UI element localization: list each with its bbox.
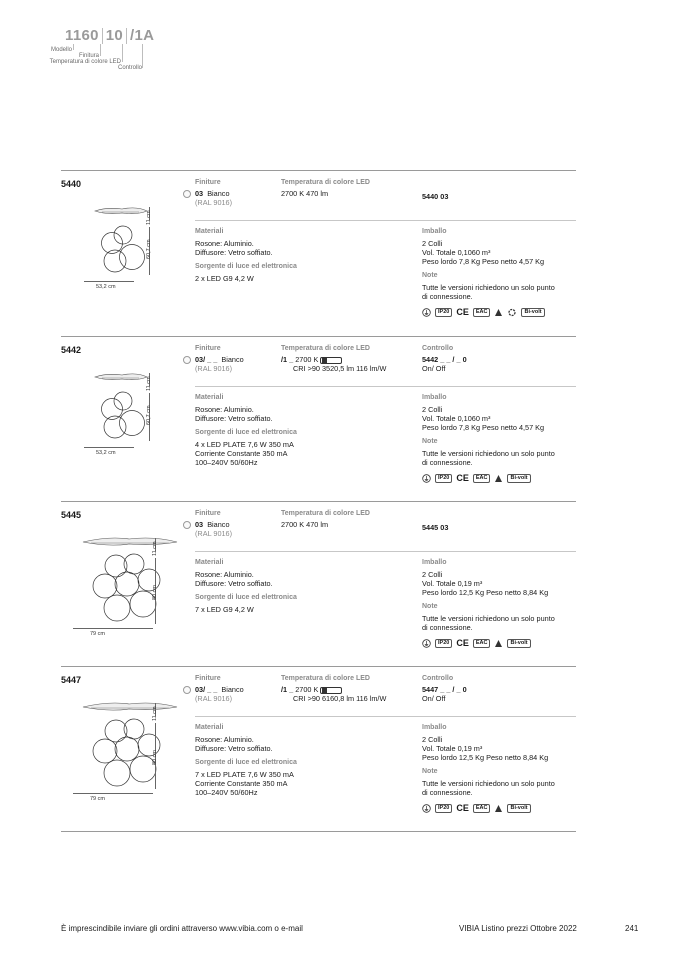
- certification-badges: [422, 639, 531, 648]
- class-ii-icon: [422, 804, 431, 813]
- finish-code: 03: [195, 189, 204, 198]
- imballo-line-1: 2 Colli: [422, 570, 443, 579]
- note-line-2: di connessione.: [422, 292, 473, 301]
- legend-line-4: [142, 44, 143, 68]
- dim-width: 79 cm: [90, 796, 105, 802]
- ip20-badge: IP20: [435, 639, 452, 648]
- section-divider: [195, 220, 576, 221]
- materiali-line-2: Diffusore: Vetro soffiato.: [195, 579, 273, 588]
- dim-width: 53,2 cm: [96, 284, 116, 290]
- note-line-1: Tutte le versioni richiedono un solo punto: [422, 449, 555, 458]
- lamp-illustration: [87, 371, 187, 471]
- dim-height: 11 cm: [152, 541, 158, 556]
- dim-body: 60,7 cm: [146, 405, 152, 425]
- product-block-5442: [61, 336, 576, 499]
- finiture-label: Finiture: [195, 179, 221, 186]
- certification-badges: [422, 308, 545, 317]
- dim-height: 11 cm: [152, 706, 158, 721]
- controllo-label: Controllo: [422, 675, 454, 682]
- temp-label: Temperatura di colore LED: [281, 179, 370, 186]
- imballo-line-1: 2 Colli: [422, 735, 443, 744]
- note-label: Note: [422, 438, 438, 445]
- materiali-line-1: Rosone: Aluminio.: [195, 239, 254, 248]
- finish-ral: (RAL 9016): [195, 364, 233, 373]
- controllo-label: Controllo: [422, 345, 454, 352]
- note-line-2: di connessione.: [422, 788, 473, 797]
- control-value: On/ Off: [422, 694, 446, 703]
- product-code: 5447: [61, 675, 82, 685]
- sorgente-line-2: Corriente Constante 350 mA: [195, 779, 288, 788]
- materiali-label: Materiali: [195, 559, 224, 566]
- legend-label-temperatura: Temperatura di colore LED: [49, 59, 121, 65]
- temp-prefix: /1 _: [281, 685, 294, 694]
- footer-page-number: 241: [625, 924, 639, 933]
- dim-width-line: [84, 281, 134, 282]
- note-label: Note: [422, 768, 438, 775]
- temp-value: 2700 K 470 lm: [281, 520, 329, 529]
- materiali-line-2: Diffusore: Vetro soffiato.: [195, 248, 273, 257]
- finish-radio[interactable]: [183, 190, 191, 198]
- legend-line-1: [73, 44, 74, 50]
- ip20-badge: IP20: [435, 308, 452, 317]
- eac-badge: EAC: [473, 474, 491, 483]
- bottom-rule: [61, 831, 576, 832]
- finish-code: 03/ _ _: [195, 685, 218, 694]
- legend-label-controllo: Controllo: [117, 65, 142, 71]
- product-block-5445: [61, 501, 576, 664]
- materiali-line-2: Diffusore: Vetro soffiato.: [195, 744, 273, 753]
- temp-label: Temperatura di colore LED: [281, 675, 370, 682]
- note-line-2: di connessione.: [422, 458, 473, 467]
- legend-line-3: [122, 44, 123, 62]
- eac-badge: EAC: [473, 308, 491, 317]
- eac-badge: EAC: [473, 804, 491, 813]
- finish-name: Bianco: [221, 685, 244, 694]
- footer-order-note: È imprescindibile inviare gli ordini attraverso www.vibia.com o e-mail: [61, 924, 303, 933]
- temp-label: Temperatura di colore LED: [281, 510, 370, 517]
- model-code-legend: [62, 28, 157, 44]
- temp-value: 2700 K: [295, 685, 319, 694]
- sorgente-label: Sorgente di luce ed elettronica: [195, 594, 297, 601]
- finiture-label: Finiture: [195, 675, 221, 682]
- temp-value: 2700 K: [295, 355, 319, 364]
- dim-width-line: [84, 447, 134, 448]
- note-label: Note: [422, 272, 438, 279]
- class-ii-icon: [422, 308, 431, 317]
- imballo-line-2: Vol. Totale 0,1060 m³: [422, 248, 491, 257]
- dimmable-icon: [494, 639, 503, 648]
- imballo-line-2: Vol. Totale 0,19 m³: [422, 579, 483, 588]
- note-line-1: Tutte le versioni richiedono un solo punto: [422, 779, 555, 788]
- imballo-line-2: Vol. Totale 0,19 m³: [422, 744, 483, 753]
- finish-radio[interactable]: [183, 356, 191, 364]
- certification-badges: [422, 804, 531, 813]
- dimmable-icon: [494, 804, 503, 813]
- order-code: 5445 03: [422, 523, 449, 532]
- temp-label: Temperatura di colore LED: [281, 345, 370, 352]
- imballo-line-1: 2 Colli: [422, 239, 443, 248]
- dim-width-line: [73, 628, 153, 629]
- section-divider: [195, 551, 576, 552]
- finiture-label: Finiture: [195, 510, 221, 517]
- temp-details: CRI >90 6160,8 lm 116 lm/W: [293, 694, 387, 703]
- temp-prefix: /1 _: [281, 355, 294, 364]
- finish-ral: (RAL 9016): [195, 198, 233, 207]
- order-code: 5447 _ _ / _ 0: [422, 685, 467, 694]
- imballo-line-1: 2 Colli: [422, 405, 443, 414]
- imballo-line-3: Peso lordo 12,5 Kg Peso netto 8,84 Kg: [422, 588, 549, 597]
- imballo-label: Imballo: [422, 724, 447, 731]
- legend-code-finish: 10: [103, 28, 127, 44]
- finish-radio[interactable]: [183, 686, 191, 694]
- sorgente-line-1: 7 x LED G9 4,2 W: [195, 605, 254, 614]
- class-ii-icon: [422, 474, 431, 483]
- imballo-label: Imballo: [422, 394, 447, 401]
- sorgente-line-1: 7 x LED PLATE 7,6 W 350 mA: [195, 770, 294, 779]
- dim-body: 80 cm: [152, 585, 158, 600]
- sorgente-line-1: 4 x LED PLATE 7,6 W 350 mA: [195, 440, 294, 449]
- bivolt-badge: Bi-volt: [507, 804, 530, 813]
- materiali-line-1: Rosone: Aluminio.: [195, 405, 254, 414]
- certification-badges: [422, 474, 531, 483]
- finish-name: Bianco: [221, 355, 244, 364]
- footer-catalog-title: VIBIA Listino prezzi Ottobre 2022: [459, 924, 577, 933]
- legend-code-model: 1160: [62, 28, 103, 44]
- lamp-illustration: [69, 534, 199, 654]
- product-code: 5445: [61, 510, 82, 520]
- bivolt-badge: Bi-volt: [507, 474, 530, 483]
- finiture-label: Finiture: [195, 345, 221, 352]
- materiali-label: Materiali: [195, 228, 224, 235]
- dim-height: 11 cm: [146, 210, 152, 225]
- note-line-1: Tutte le versioni richiedono un solo punto: [422, 283, 555, 292]
- battery-icon: [320, 687, 342, 694]
- product-block-5440: [61, 170, 576, 333]
- materiali-line-1: Rosone: Aluminio.: [195, 735, 254, 744]
- dim-width: 79 cm: [90, 631, 105, 637]
- sorgente-line-1: 2 x LED G9 4,2 W: [195, 274, 254, 283]
- sorgente-label: Sorgente di luce ed elettronica: [195, 429, 297, 436]
- ip20-badge: IP20: [435, 804, 452, 813]
- section-divider: [195, 386, 576, 387]
- finish-radio[interactable]: [183, 521, 191, 529]
- dim-height: 11 cm: [146, 376, 152, 391]
- sorgente-label: Sorgente di luce ed elettronica: [195, 759, 297, 766]
- imballo-label: Imballo: [422, 228, 447, 235]
- finish-code: 03: [195, 520, 204, 529]
- note-line-1: Tutte le versioni richiedono un solo punto: [422, 614, 555, 623]
- control-value: On/ Off: [422, 364, 446, 373]
- sorgente-line-3: 100–240V 50/60Hz: [195, 458, 258, 467]
- legend-line-2: [100, 44, 101, 56]
- legend-label-modello: Modello: [50, 47, 72, 53]
- imballo-line-2: Vol. Totale 0,1060 m³: [422, 414, 491, 423]
- materiali-label: Materiali: [195, 394, 224, 401]
- ce-mark: CE: [456, 307, 469, 317]
- recycle-icon: [507, 308, 517, 317]
- class-ii-icon: [422, 639, 431, 648]
- dimmable-icon: [494, 308, 503, 317]
- dim-body: 60,7 cm: [146, 239, 152, 259]
- eac-badge: EAC: [473, 639, 491, 648]
- product-block-5447: [61, 666, 576, 829]
- dim-width-line: [73, 793, 153, 794]
- finish-ral: (RAL 9016): [195, 529, 233, 538]
- ce-mark: CE: [456, 638, 469, 648]
- temp-value: 2700 K 470 lm: [281, 189, 329, 198]
- materiali-line-2: Diffusore: Vetro soffiato.: [195, 414, 273, 423]
- lamp-illustration: [69, 699, 199, 819]
- dimmable-icon: [494, 474, 503, 483]
- imballo-line-3: Peso lordo 12,5 Kg Peso netto 8,84 Kg: [422, 753, 549, 762]
- finish-code: 03/ _ _: [195, 355, 218, 364]
- finish-name: Bianco: [207, 520, 230, 529]
- ce-mark: CE: [456, 473, 469, 483]
- section-divider: [195, 716, 576, 717]
- temp-details: CRI >90 3520,5 lm 116 lm/W: [293, 364, 387, 373]
- dim-body: 80 cm: [152, 750, 158, 765]
- battery-icon: [320, 357, 342, 364]
- lamp-illustration: [87, 205, 187, 305]
- bivolt-badge: Bi-volt: [507, 639, 530, 648]
- order-code: 5440 03: [422, 192, 449, 201]
- ce-mark: CE: [456, 803, 469, 813]
- product-code: 5440: [61, 179, 82, 189]
- note-label: Note: [422, 603, 438, 610]
- note-line-2: di connessione.: [422, 623, 473, 632]
- legend-code-temp: /1A: [130, 27, 155, 44]
- imballo-line-3: Peso lordo 7,8 Kg Peso netto 4,57 Kg: [422, 423, 545, 432]
- ip20-badge: IP20: [435, 474, 452, 483]
- product-code: 5442: [61, 345, 82, 355]
- order-code: 5442 _ _ / _ 0: [422, 355, 467, 364]
- materiali-label: Materiali: [195, 724, 224, 731]
- dim-width: 53,2 cm: [96, 450, 116, 456]
- imballo-label: Imballo: [422, 559, 447, 566]
- imballo-line-3: Peso lordo 7,8 Kg Peso netto 4,57 Kg: [422, 257, 545, 266]
- sorgente-line-2: Corriente Constante 350 mA: [195, 449, 288, 458]
- legend-label-finitura: Finitura: [78, 53, 99, 59]
- sorgente-line-3: 100–240V 50/60Hz: [195, 788, 258, 797]
- sorgente-label: Sorgente di luce ed elettronica: [195, 263, 297, 270]
- bivolt-badge: Bi-volt: [521, 308, 544, 317]
- finish-name: Bianco: [207, 189, 230, 198]
- finish-ral: (RAL 9016): [195, 694, 233, 703]
- materiali-line-1: Rosone: Aluminio.: [195, 570, 254, 579]
